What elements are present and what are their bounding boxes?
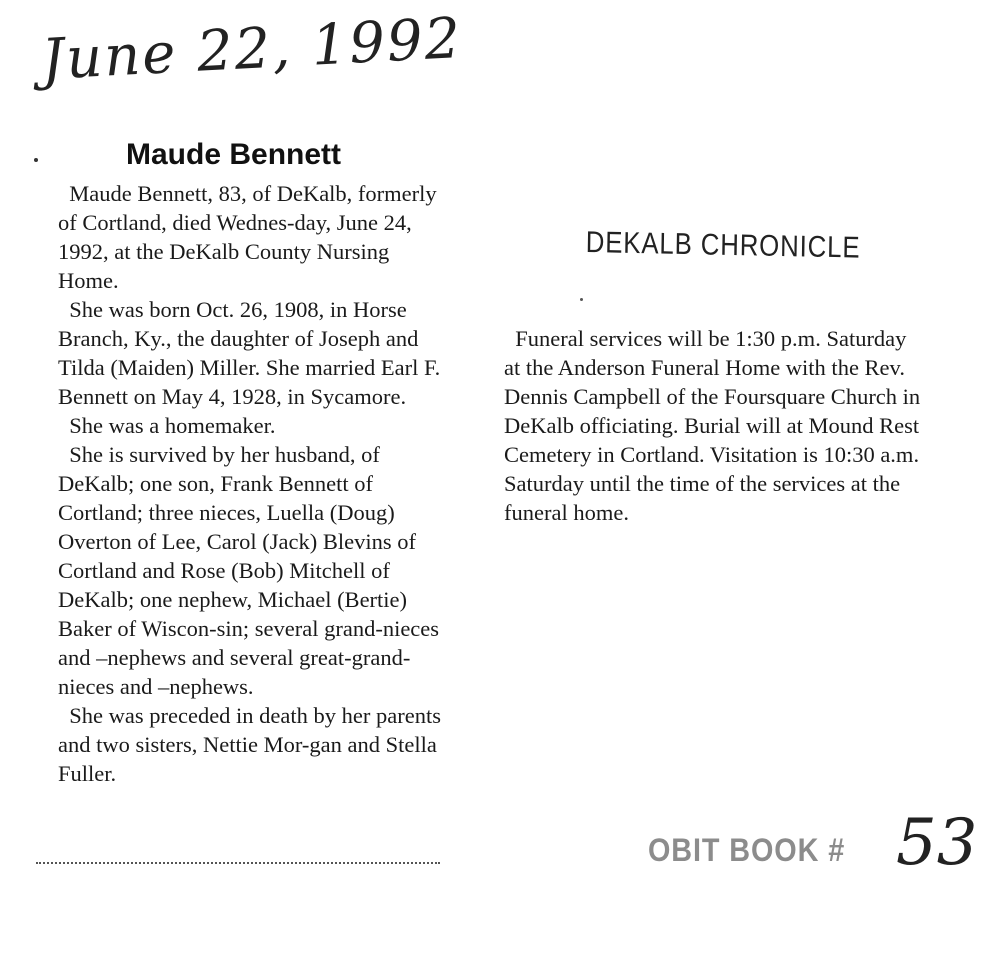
handwritten-date: June 22, 1992 — [40, 5, 464, 93]
obituary-paragraph: She was preceded in death by her parents and two sisters, Nettie Mor-gan and Stella Fuller. — [58, 703, 441, 786]
obituary-paragraph: She was born Oct. 26, 1908, in Horse Branch, Ky., the daughter of Joseph and Tilda (Maiden) Miller. She married Earl F. Bennett on May 4, 1928, in Sycamore. — [58, 297, 441, 409]
obit-book-stamp: OBIT BOOK # — [648, 832, 846, 868]
clipping-cut-line — [36, 862, 440, 868]
obituary-right-column — [504, 324, 922, 527]
obit-book-number: 53 — [896, 806, 978, 880]
obituary-headline: Maude Bennett — [126, 138, 342, 171]
obituary-paragraph: She is survived by her husband, of DeKalb; one son, Frank Bennett of Cortland; three nieces, Luella (Doug) Overton of Lee, Carol (Jack) Blevins of Cortland and Rose (Bob) Mitchell of DeKalb; one nephew, Michael (Bertie) Baker of Wiscon-sin; several grand-nieces and –nephews and several great-grand-nieces and –nephews. — [58, 442, 440, 699]
stray-dot — [34, 158, 38, 162]
funeral-details-paragraph: Funeral services will be 1:30 p.m. Saturday at the Anderson Funeral Home with the Rev. Dennis Campbell of the Foursquare Church in DeKalb officiating. Burial will at Mound Rest Cemetery in Cortland. Visitation is 10:30 a.m. Saturday until the time of the services at the funeral home. — [504, 326, 921, 525]
obituary-paragraph: She was a homemaker. — [58, 413, 276, 438]
page-dot — [580, 298, 583, 301]
obituary-paragraph: Maude Bennett, 83, of DeKalb, formerly of Cortland, died Wednes-day, June 24, 1992, at the DeKalb County Nursing Home. — [58, 181, 437, 293]
newspaper-source-stamp: DEKALB CHRONICLE — [585, 226, 861, 265]
obituary-left-column — [58, 179, 448, 788]
